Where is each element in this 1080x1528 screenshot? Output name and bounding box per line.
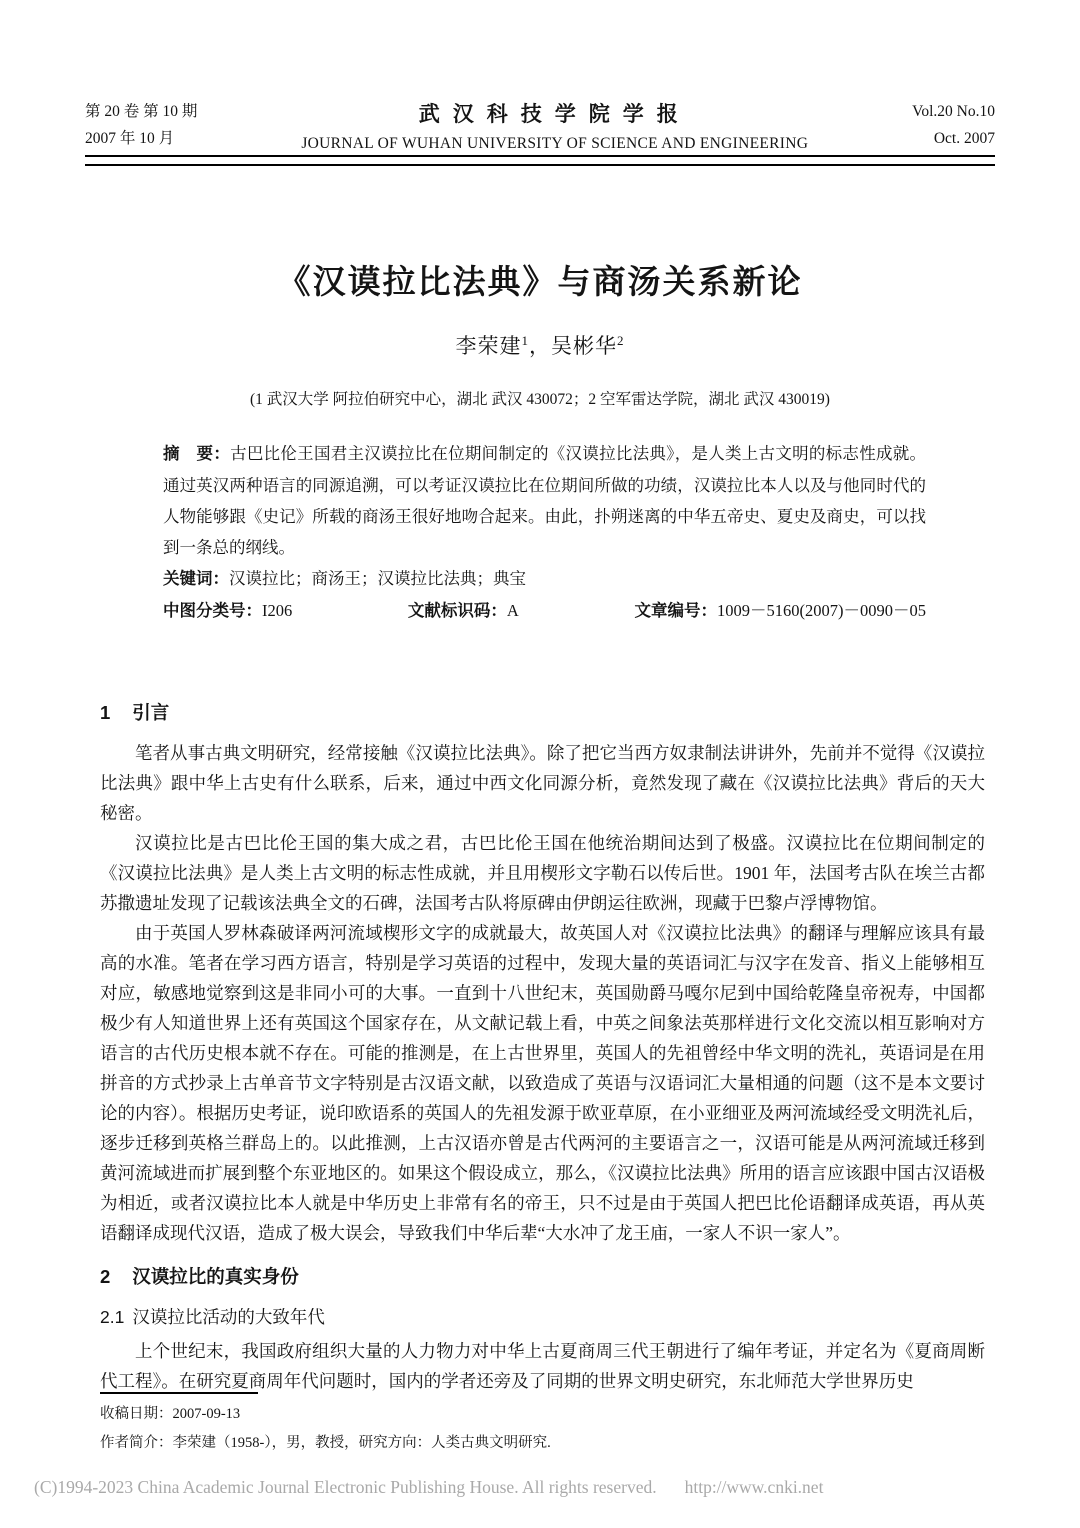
abstract-text: 古巴比伦王国君主汉谟拉比在位期间制定的《汉谟拉比法典》，是人类上古文明的标志性成就。通过英汉两种语言的同源追溯，可以考证汉谟拉比在位期间所做的功绩，汉谟拉比本人以及与他同时代的人物能够跟《史记》所载的商汤王很好地吻合起来。由此，扑朔迷离的中华五帝史、夏史及商史，可以找到一条总的纲线。 [163, 444, 927, 557]
article-id-label: 文章编号： [634, 602, 717, 620]
footnote-divider-rule [100, 1392, 258, 1394]
keywords-text: 汉谟拉比；商汤王；汉谟拉比法典；典宝 [229, 569, 526, 588]
section-1-heading [100, 698, 985, 728]
journal-name-block [197, 98, 912, 153]
doc-code-value: A [506, 601, 519, 620]
author-bio-label: 作者简介： [100, 1435, 173, 1451]
section-1-paragraph-2: 汉谟拉比是古巴比伦王国的集大成之君，古巴比伦王国在他统治期间达到了极盛。汉谟拉比在位期间制定的《汉谟拉比法典》是人类上古文明的标志性成就，并且用楔形文字勒石以传后世。1901 年，法国考古队在埃兰古都苏撒遗址发现了记载该法典全文的石碑，法国考古队将原碑由伊朗运往欧洲，现藏于巴黎卢浮博物馆。 [100, 833, 985, 913]
clc-value: I206 [262, 601, 293, 620]
issue-info [85, 98, 197, 152]
section-1-number: 1 [100, 702, 111, 723]
journal-name-chinese: 武汉科技学院学报 [418, 103, 691, 126]
footnote-block [100, 1400, 985, 1458]
author-1-name: 李荣建 [455, 334, 522, 358]
affiliation-line: (1 武汉大学 阿拉伯研究中心，湖北 武汉 430072；2 空军雷达学院，湖北 武汉 430019) [250, 391, 830, 408]
section-1-title: 引言 [132, 702, 170, 723]
section-2-1-paragraph-1: 上个世纪末，我国政府组织大量的人力物力对中华上古夏商周三代王朝进行了编年考证，并定名为《夏商周断代工程》。在研究夏商周年代问题时，国内的学者还旁及了同期的世界文明史研究，东北师范大学世界历史 [100, 1341, 985, 1391]
header-divider-double-rule [85, 155, 995, 166]
classification-line [163, 595, 926, 627]
cnki-copyright-line [34, 1477, 1050, 1498]
received-date-value: 2007-09-13 [172, 1406, 241, 1422]
section-1-paragraph-3: 由于英国人罗林森破译两河流域楔形文字的成就最大，故英国人对《汉谟拉比法典》的翻译与理解应该具有最高的水准。笔者在学习西方语言，特别是学习英语的过程中，发现大量的英语词汇与汉字在发音、指义上能够相互对应，敏感地觉察到这是非同小可的大事。一直到十八世纪末，英国勋爵马嘎尔尼到中国给乾隆皇帝祝寿，中国都极少有人知道世界上还有英国这个国家存在，从文献记载上看，中英之间象法英那样进行文化交流以相互影响对方语言的古代历史根本就不存在。可能的推测是，在上古世界里，英国人的先祖曾经中华文明的洗礼，英语词是在用拼音的方式抄录上古单音节文字特别是古汉语文献，以致造成了英语与汉语词汇大量相通的问题（这不是本文要讨论的内容）。根据历史考证，说印欧语系的英国人的先祖发源于欧亚草原，在小亚细亚及两河流域经受文明洗礼后，逐步迁移到英格兰群岛上的。以此推测，上古汉语亦曾是古代两河的主要语言之一，汉语可能是从两河流域迁移到黄河流域进而扩展到整个东亚地区的。如果这个假设成立，那么，《汉谟拉比法典》所用的语言应该跟中国古汉语极为相近，或者汉谟拉比本人就是中华历史上非常有名的帝王，只不过是由于英国人把巴比伦语翻译成英语，再从英语翻译成现代汉语，造成了极大误会，导致我们中华后辈“大水冲了龙王庙，一家人不识一家人”。 [100, 923, 985, 1243]
author-separator: ， [529, 334, 551, 358]
author-2-name: 吴彬华 [551, 334, 617, 358]
volume-info [912, 98, 995, 152]
author-2-superscript: 2 [617, 333, 625, 348]
author-bio-line [100, 1429, 985, 1458]
abstract-block [163, 438, 926, 627]
section-2-1-title: 汉谟拉比活动的大致年代 [132, 1307, 325, 1327]
article-id-value: 1009－5160(2007)－0090－05 [716, 601, 926, 620]
issue-volume-line: 第 20 卷 第 10 期 [85, 103, 198, 120]
section-1-paragraph-1: 笔者从事古典文明研究，经常接触《汉谟拉比法典》。除了把它当西方奴隶制法讲讲外，先前并不觉得《汉谟拉比法典》跟中华上古史有什么联系，后来，通过中西文化同源分析，竟然发现了藏在《汉谟拉比法典》背后的天大秘密。 [100, 743, 985, 823]
copyright-text: (C)1994-2023 China Academic Journal Electronic Publishing House. All rights reserved. [34, 1477, 657, 1497]
issue-date-line: 2007 年 10 月 [85, 130, 175, 147]
author-bio-value: 李荣建（1958-），男，教授，研究方向：人类古典文明研究. [172, 1435, 551, 1451]
keywords-line [163, 563, 926, 595]
clc-segment [163, 595, 292, 627]
section-2-number: 2 [100, 1266, 111, 1287]
section-2-heading [100, 1262, 985, 1292]
keywords-label: 关键词： [163, 570, 229, 588]
journal-name-english: JOURNAL OF WUHAN UNIVERSITY OF SCIENCE AND ENGINEERING [301, 135, 809, 152]
journal-header [85, 98, 995, 153]
clc-label: 中图分类号： [163, 602, 262, 620]
abstract-label: 摘 要： [163, 445, 231, 463]
section-2-1-number: 2.1 [100, 1307, 125, 1327]
volume-number-line: Vol.20 No.10 [912, 103, 995, 120]
received-date-line [100, 1400, 985, 1429]
cnki-url: http://www.cnki.net [684, 1477, 824, 1497]
article-title: 《汉谟拉比法典》与商汤关系新论 [277, 263, 803, 301]
doc-code-segment [408, 595, 519, 627]
abstract-paragraph [163, 438, 926, 563]
section-2-1-heading [100, 1302, 985, 1332]
author-line [0, 330, 1080, 360]
received-date-label: 收稿日期： [100, 1406, 173, 1422]
article-body [100, 684, 985, 1396]
article-id-segment [634, 595, 926, 627]
author-1-superscript: 1 [521, 333, 529, 348]
section-2-title: 汉谟拉比的真实身份 [132, 1266, 299, 1287]
doc-code-label: 文献标识码： [407, 602, 507, 620]
volume-date-line: Oct. 2007 [933, 130, 995, 147]
